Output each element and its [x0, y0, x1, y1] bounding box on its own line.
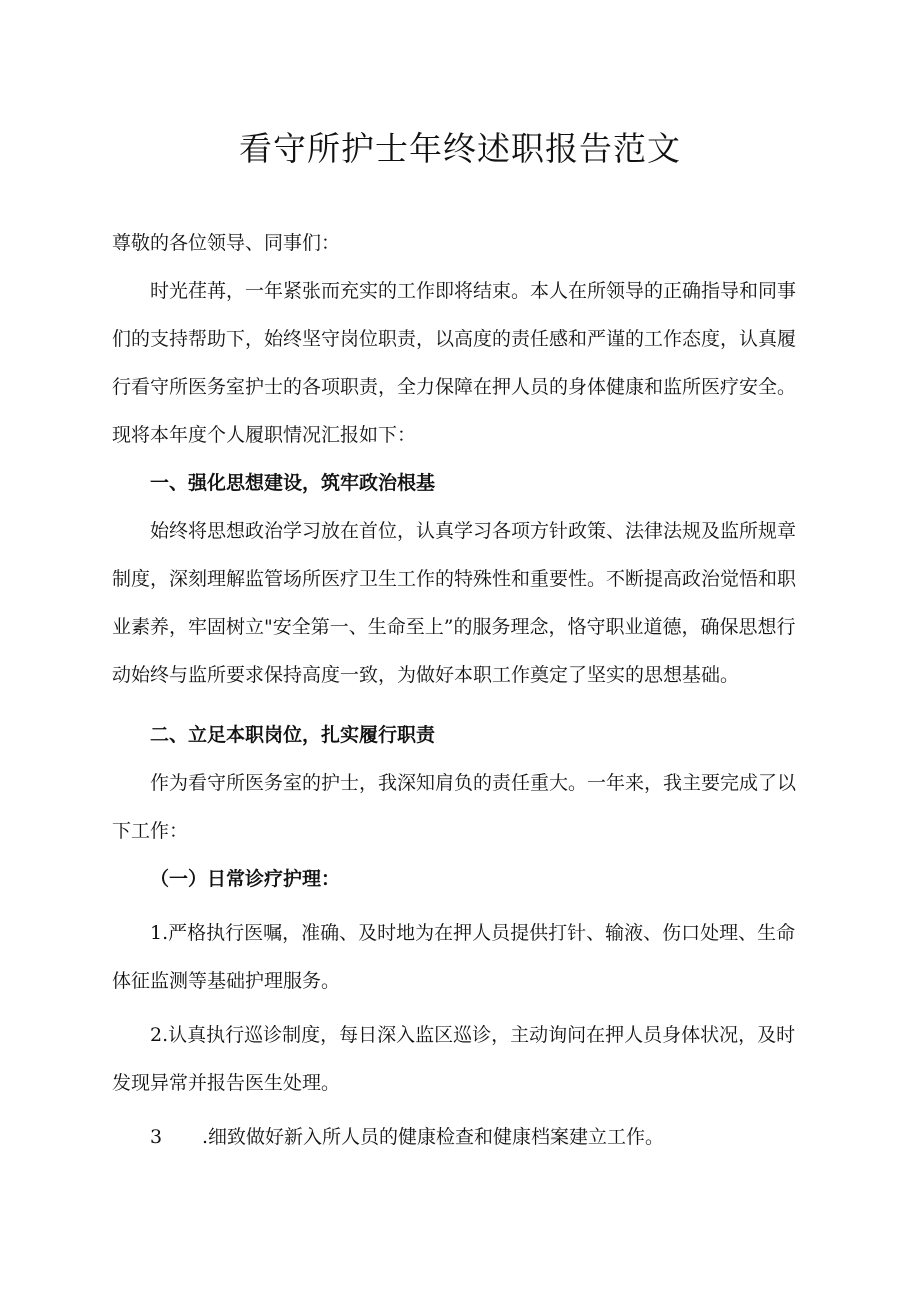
list-item-text: .认真执行巡诊制度，每日深入监区巡诊，主动询问在押人员身体状况，及时发现异常并报告医生处理。	[112, 1024, 796, 1094]
section-2-paragraph: 作为看守所医务室的护士，我深知肩负的责任重大。一年来，我主要完成了以下工作：	[112, 772, 797, 842]
list-item-number: 1	[150, 922, 163, 944]
list-item-text: .细致做好新入所人员的健康检查和健康档案建立工作。	[202, 1126, 665, 1148]
document-body	[112, 219, 808, 1161]
intro-paragraph: 时光荏苒，一年紧张而充实的工作即将结束。本人在所领导的正确指导和同事们的支持帮助下，始终坚守岗位职责，以高度的责任感和严谨的工作态度，认真履行看守所医务室护士的各项职责，全力保障在押人员的身体健康和监所医疗安全。现将本年度个人履职情况汇报如下：	[112, 280, 797, 446]
list-item	[112, 1011, 808, 1107]
list-item	[112, 909, 808, 1005]
list-item-number: 3	[150, 1126, 163, 1148]
section-1-heading: 一、强化思想建设，筑牢政治根基	[150, 472, 436, 494]
list-item-number: 2	[150, 1024, 163, 1046]
salutation: 尊敬的各位领导、同事们：	[112, 232, 341, 254]
sub-heading-daily-care: （一）日常诊疗护理：	[150, 868, 341, 890]
list-item-text: .严格执行医嘱，准确、及时地为在押人员提供打针、输液、伤口处理、生命体征监测等基础护理服务。	[112, 922, 796, 992]
list-item	[112, 1113, 808, 1161]
section-2-heading: 二、立足本职岗位，扎实履行职责	[150, 724, 436, 746]
section-1-paragraph: 始终将思想政治学习放在首位，认真学习各项方针政策、法律法规及监所规章制度，深刻理解监管场所医疗卫生工作的特殊性和重要性。不断提高政治觉悟和职业素养，牢固树立"安全第一、生命至上”的服务理念，恪守职业道德，确保思想行动始终与监所要求保持高度一致，为做好本职工作奠定了坚实的思想基础。	[112, 520, 797, 686]
document-title: 看守所护士年终述职报告范文	[239, 129, 681, 168]
